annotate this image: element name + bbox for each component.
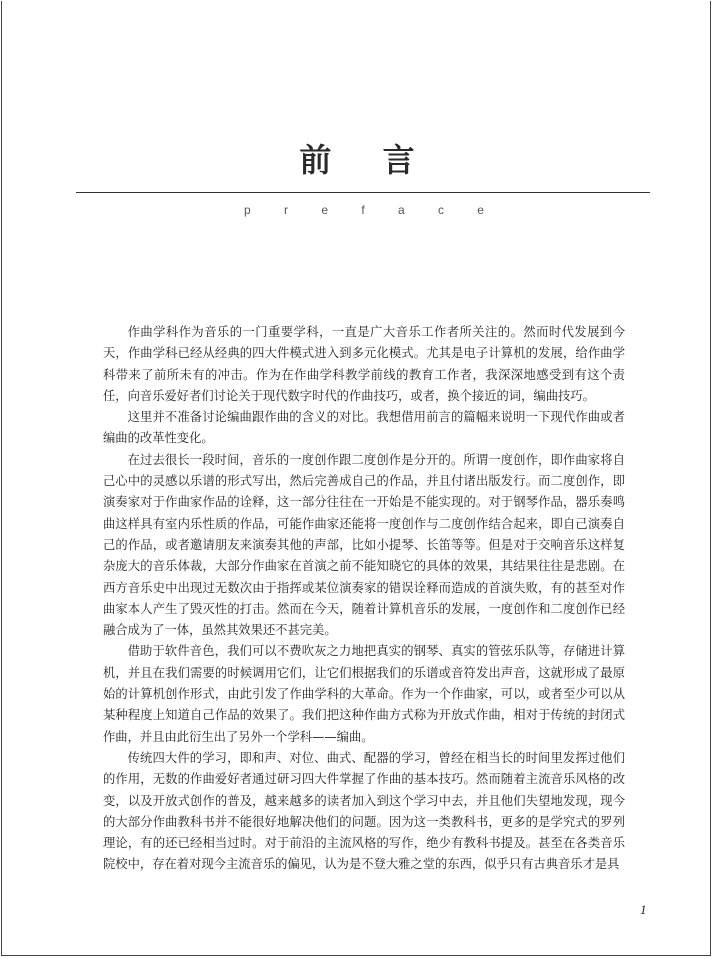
paragraph: 作曲学科作为音乐的一门重要学科，一直是广大音乐工作者所关注的。然而时代发展到今天，作曲学科已经从经典的四大件模式进入到多元化模式。尤其是电子计算机的发展，给作曲学科带来了前所未有的冲击。作为在作曲学科教学前线的教育工作者，我深深地感受到有这个责任，向音乐爱好者们讨论关于现代数字时代的作曲技巧，或者，换个接近的词，编曲技巧。: [103, 325, 625, 403]
paragraph: 在过去很长一段时间，音乐的一度创作跟二度创作是分开的。所谓一度创作，即作曲家将自己心中的灵感以乐谱的形式写出，然后完善成自己的作品，并且付诸出版发行。而二度创作，即演奏家对于作曲家作品的诠释，这一部分往往在一开始是不能实现的。对于钢琴作品，器乐奏鸣曲这样具有室内乐性质的作品，可能作曲家还能将一度创作与二度创作结合起来，即自己演奏自己的作品，或者邀请朋友来演奏其他的声部，比如小提琴、长笛等等。但是对于交响音乐这样复杂庞大的音乐体裁，大部分作曲家在首演之前不能知晓它的具体的效果，其结果往往是悲剧。在西方音乐史中出现过无数次由于指挥或某位演奏家的错误诠释而造成的首演失败，有的甚至对作曲家本人产生了毁灭性的打击。然而在今天，随着计算机音乐的发展，一度创作和二度创作已经融合成为了一体，虽然其效果还不甚完美。: [103, 452, 625, 638]
preface-subtitle: [244, 202, 484, 218]
preface-body: [103, 322, 625, 876]
subtitle-letter: e: [477, 203, 484, 217]
paragraph: 借助于软件音色，我们可以不费吹灰之力地把真实的钢琴、真实的管弦乐队等，存储进计算机，并且在我们需要的时候调用它们，让它们根据我们的乐谱或音符发出声音，这就形成了最原始的计算机创作形式，由此引发了作曲学科的大革命。作为一个作曲家，可以，或者至少可以从某种程度上知道自己作品的效果了。我们把这种作曲方式称为开放式作曲，相对于传统的封闭式作曲，并且由此衍生出了另外一个学科——编曲。: [103, 644, 625, 744]
subtitle-letter: f: [361, 203, 365, 217]
subtitle-letter: a: [397, 203, 405, 217]
title-divider: [76, 192, 650, 193]
subtitle-letter: c: [437, 203, 444, 217]
subtitle-letter: e: [321, 203, 328, 217]
page-title: 前 言: [299, 141, 435, 179]
page-number: 1: [640, 902, 647, 917]
paragraph: 传统四大件的学习，即和声、对位、曲式、配器的学习，曾经在相当长的时间里发挥过他们的作用，无数的作曲爱好者通过研习四大件掌握了作曲的基本技巧。然而随着主流音乐风格的改变，以及开放式创作的普及，越来越多的读者加入到这个学习中去，并且他们失望地发现，现今的大部分作曲教科书并不能很好地解决他们的问题。因为这一类教科书，更多的是学究式的罗列理论，有的还已经相当过时。对于前沿的主流风格的写作，绝少有教科书提及。甚至在各类音乐院校中，存在着对现今主流音乐的偏见，认为是不登大雅之堂的东西，似乎只有古典音乐才是具: [103, 750, 625, 872]
paragraph: 这里并不准备讨论编曲跟作曲的含义的对比。我想借用前言的篇幅来说明一下现代作曲或者编曲的改革性变化。: [103, 410, 625, 446]
subtitle-letter: p: [244, 203, 251, 217]
subtitle-letter: r: [284, 203, 288, 217]
